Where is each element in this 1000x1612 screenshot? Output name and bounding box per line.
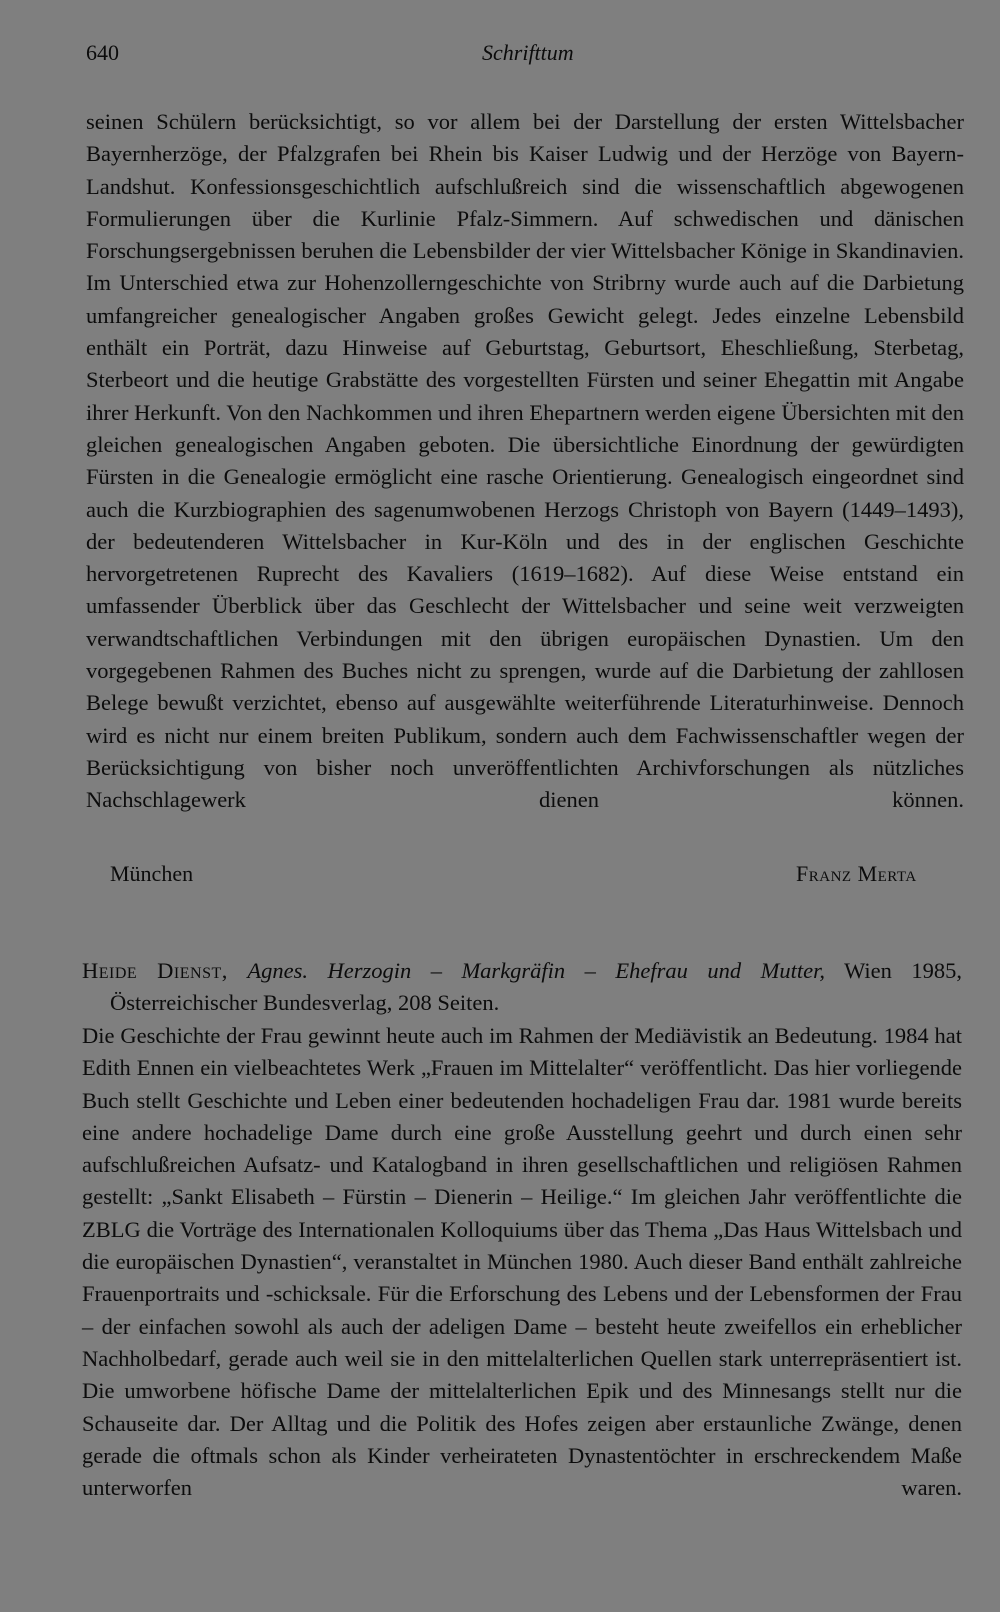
book-publisher: Österreichischer Bundesverlag, 208 Seiten. (110, 990, 500, 1016)
page-header (86, 40, 942, 74)
book-title: Agnes. Herzogin – Markgräfin – Ehefrau und Mutter, (247, 958, 825, 983)
review-body: Die Geschichte der Frau gewinnt heute auch im Rahmen der Mediävistik an Bedeutung. 1984 hat Edith Ennen ein vielbeachtetes Werk „Frauen im Mittelalter“ veröffentlicht. Das hier vorliegende Buch stellt Geschichte und Leben einer bedeutenden hochadeligen Frau dar. 1981 wurde bereits eine andere hochadelige Dame durch eine große Ausstellung geehrt und durch einen sehr aufschlußreichen Aufsatz- und Katalogband in ihren gesellschaftlichen und religiösen Rahmen gestellt: „Sankt Elisabeth – Fürstin – Dienerin – Heilige.“ Im gleichen Jahr veröffentlichte die ZBLG die Vorträge des Internationalen Kolloquiums über das Thema „Das Haus Wittelsbach und die europäischen Dynastien“, veranstaltet in München 1980. Auch dieser Band enthält zahlreiche Frauenportraits und -schicksale. Für die Erforschung des Lebens und der Lebensformen der Frau – der einfachen sowohl als auch der adeligen Dame – besteht heute zweifellos ein erheblicher Nachholbedarf, gerade auch weil sie in den mittelalterlichen Quellen stark unterrepräsentiert ist. Die umworbene höfische Dame der mittelalterlichen Epik und des Minnesangs stellt nur die Schauseite dar. Der Alltag und die Politik des Hofes zeigen aber erstaunliche Zwänge, denen gerade die oftmals schon als Kinder verheirateten Dynastentöchter in erschreckendem Maße unterworfen waren. (82, 1023, 962, 1501)
review-place: München (110, 861, 194, 886)
reviewer-name: Franz Merta (796, 861, 917, 886)
running-head: Schrifttum (482, 40, 574, 65)
book-place-year: Wien 1985, (844, 958, 963, 983)
review-body-continued: seinen Schülern berücksichtigt, so vor allem bei der Darstellung der ersten Wittelsbacher Bayernherzöge, der Pfalzgrafen bei Rhein bis Kaiser Ludwig und der Herzöge von Bayern-Landshut. Konfessionsgeschichtlich aufschlußreich sind die wissenschaftlich abgewogenen Formulierungen über die Kurlinie Pfalz-Simmern. Auf schwedischen und dänischen Forschungsergebnissen beruhen die Lebensbilder der vier Wittelsbacher Könige in Skandinavien. Im Unterschied etwa zur Hohenzollerngeschichte von Stribrny wurde auch auf die Darbietung umfangreicher genealogischer Angaben großes Gewicht gelegt. Jedes einzelne Lebensbild enthält ein Porträt, dazu Hinweise auf Geburtstag, Geburtsort, Eheschließung, Sterbetag, Sterbeort und die heutige Grabstätte des vorgestellten Fürsten und seiner Ehegattin mit Angabe ihrer Herkunft. Von den Nachkommen und ihren Ehepartnern werden eigene Übersichten mit den gleichen genealogischen Angaben geboten. Die übersichtliche Einordnung der gewürdigten Fürsten in die Genealogie ermöglicht eine rasche Orientierung. Genealogisch eingeordnet sind auch die Kurzbiographien des sagenumwobenen Herzogs Christoph von Bayern (1449–1493), der bedeutenderen Wittelsbacher in Kur-Köln und des in der englischen Geschichte hervorgetretenen Ruprecht des Kavaliers (1619–1682). Auf diese Weise entstand ein umfassender Überblick über das Geschlecht der Wittelsbacher und seine weit verzweigten verwandtschaftlichen Verbindungen mit den übrigen europäischen Dynastien. Um den vorgegebenen Rahmen des Buches nicht zu sprengen, wurde auf die Darbietung der zahllosen Belege bewußt verzichtet, ebenso auf ausgewählte weiterführende Literaturhinweise. Dennoch wird es nicht nur einem breiten Publikum, sondern auch dem Fachwissenschaftler wegen der Berücksichtigung von bisher noch unveröffentlichten Archivforschungen als nützliches Nachschlagewerk dienen können. (86, 109, 964, 813)
citation-line (82, 955, 962, 987)
book-citation (82, 955, 962, 1020)
book-author: Heide Dienst, (82, 958, 228, 983)
page-number: 640 (86, 40, 119, 65)
